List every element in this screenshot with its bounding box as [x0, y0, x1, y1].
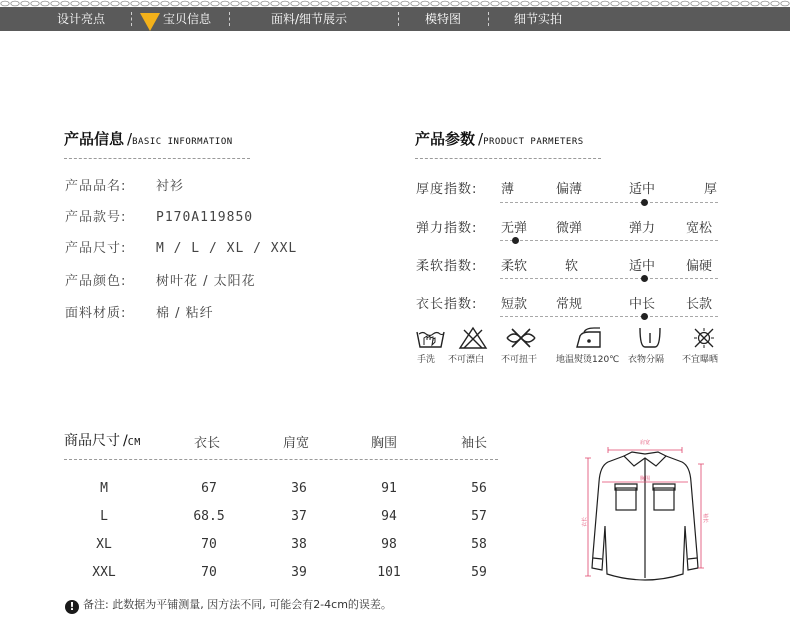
- param-indicator-thickness: [641, 199, 648, 206]
- diagram-label-shoulder: 肩宽: [639, 440, 651, 446]
- nav-tab-model-photos[interactable]: 模特图: [425, 12, 462, 26]
- info-row-sizes: 产品尺寸: M / L / XL / XXL: [65, 241, 298, 256]
- param-indicator-elasticity: [512, 237, 519, 244]
- params-title: 产品参数 /PRODUCT PARMETERS: [415, 130, 584, 148]
- size-cell: 36: [291, 481, 307, 496]
- nav-bar: [0, 7, 790, 31]
- param-option: 微弹: [556, 221, 583, 236]
- size-cell: 70: [201, 565, 217, 580]
- size-col-sleeve: 袖长: [461, 436, 488, 451]
- param-label-thickness: 厚度指数:: [416, 182, 478, 197]
- note-text: 备注: 此数据为平铺测量, 因方法不同, 可能会有2-4cm的误差。: [83, 598, 392, 611]
- size-row-label: XXL: [92, 565, 116, 580]
- nav-tab-detail-photos[interactable]: 细节实拍: [514, 12, 563, 26]
- diagram-label-chest: 胸围: [639, 476, 651, 482]
- size-cell: 98: [381, 537, 397, 552]
- care-label-no-wring: 不可扭干: [501, 355, 538, 365]
- param-option: 弹力: [629, 221, 656, 236]
- size-cell: 67: [201, 481, 217, 496]
- param-label-elasticity: 弹力指数:: [416, 221, 478, 236]
- size-cell: 38: [291, 537, 307, 552]
- active-tab-marker: [140, 13, 160, 31]
- size-cell: 101: [377, 565, 401, 580]
- params-divider: [415, 158, 601, 159]
- size-row-label: XL: [96, 537, 112, 552]
- info-row-colors: 产品颜色: 树叶花 / 太阳花: [65, 274, 256, 289]
- size-col-length: 衣长: [194, 436, 221, 451]
- hand-wash-icon: [414, 326, 448, 350]
- param-scale-softness: [500, 278, 718, 279]
- param-option: 偏硬: [686, 259, 713, 274]
- size-row-label: L: [100, 509, 108, 524]
- diagram-label-sleeve: 袖长: [702, 512, 708, 524]
- info-row-name: 产品品名: 衬衫: [65, 179, 185, 194]
- size-cell: 57: [471, 509, 487, 524]
- size-cell: 68.5: [193, 509, 225, 524]
- size-cell: 58: [471, 537, 487, 552]
- size-table-divider: [64, 459, 498, 460]
- size-cell: 39: [291, 565, 307, 580]
- param-option: 宽松: [686, 221, 713, 236]
- low-iron-icon: [572, 326, 606, 350]
- param-label-softness: 柔软指数:: [416, 259, 478, 274]
- nav-tab-fabric-details[interactable]: 面料/细节展示: [271, 12, 348, 26]
- param-option: 常规: [556, 297, 583, 312]
- param-option: 短款: [501, 297, 528, 312]
- care-label-separate-wash: 衣物分隔: [628, 355, 665, 365]
- param-option: 长款: [686, 297, 713, 312]
- param-option: 偏薄: [556, 182, 583, 197]
- nav-tab-product-info[interactable]: 宝贝信息: [163, 12, 212, 26]
- param-option: 厚: [704, 182, 718, 197]
- param-indicator-softness: [641, 275, 648, 282]
- size-cell: 70: [201, 537, 217, 552]
- shirt-measurement-icon: [580, 434, 710, 590]
- size-col-shoulder: 肩宽: [283, 436, 310, 451]
- size-cell: 37: [291, 509, 307, 524]
- separate-wash-icon: [633, 326, 667, 350]
- param-scale-thickness: [500, 202, 718, 203]
- size-cell: 91: [381, 481, 397, 496]
- basic-info-title: 产品信息 /BASIC INFORMATION: [64, 130, 233, 148]
- info-row-material: 面料材质: 棉 / 粘纤: [65, 306, 214, 321]
- info-row-style-number: 产品款号: P170A119850: [65, 210, 254, 225]
- nav-separator: [131, 12, 132, 26]
- top-decorative-border: [0, 0, 790, 7]
- no-sun-icon: [687, 326, 721, 350]
- size-row-label: M: [100, 481, 108, 496]
- care-label-no-sun: 不宜曝晒: [682, 355, 719, 365]
- diagram-label-length: 衣长: [582, 516, 588, 528]
- basic-info-divider: [64, 158, 250, 159]
- param-option: 适中: [629, 182, 656, 197]
- param-indicator-length: [641, 313, 648, 320]
- nav-separator: [488, 12, 489, 26]
- nav-tab-design-highlights[interactable]: 设计亮点: [57, 12, 106, 26]
- param-option: 柔软: [501, 259, 528, 274]
- param-scale-elasticity: [500, 240, 718, 241]
- measurement-note: [65, 596, 392, 614]
- no-wring-icon: [504, 326, 538, 350]
- param-label-length: 衣长指数:: [416, 297, 478, 312]
- care-label-no-bleach: 不可漂白: [448, 355, 485, 365]
- param-option: 中长: [629, 297, 656, 312]
- no-bleach-icon: [456, 326, 490, 350]
- size-table-title: 商品尺寸 /CM: [64, 433, 141, 449]
- size-cell: 56: [471, 481, 487, 496]
- param-option: 薄: [501, 182, 515, 197]
- size-col-chest: 胸围: [371, 436, 398, 451]
- nav-separator: [229, 12, 230, 26]
- param-option: 无弹: [501, 221, 528, 236]
- size-cell: 59: [471, 565, 487, 580]
- nav-separator: [398, 12, 399, 26]
- param-scale-length: [500, 316, 718, 317]
- exclamation-icon: !: [65, 600, 79, 614]
- care-label-low-iron: 地温熨烫120℃: [556, 355, 620, 365]
- care-label-hand-wash: 手洗: [417, 355, 436, 365]
- param-option: 软: [565, 259, 579, 274]
- size-cell: 94: [381, 509, 397, 524]
- param-option: 适中: [629, 259, 656, 274]
